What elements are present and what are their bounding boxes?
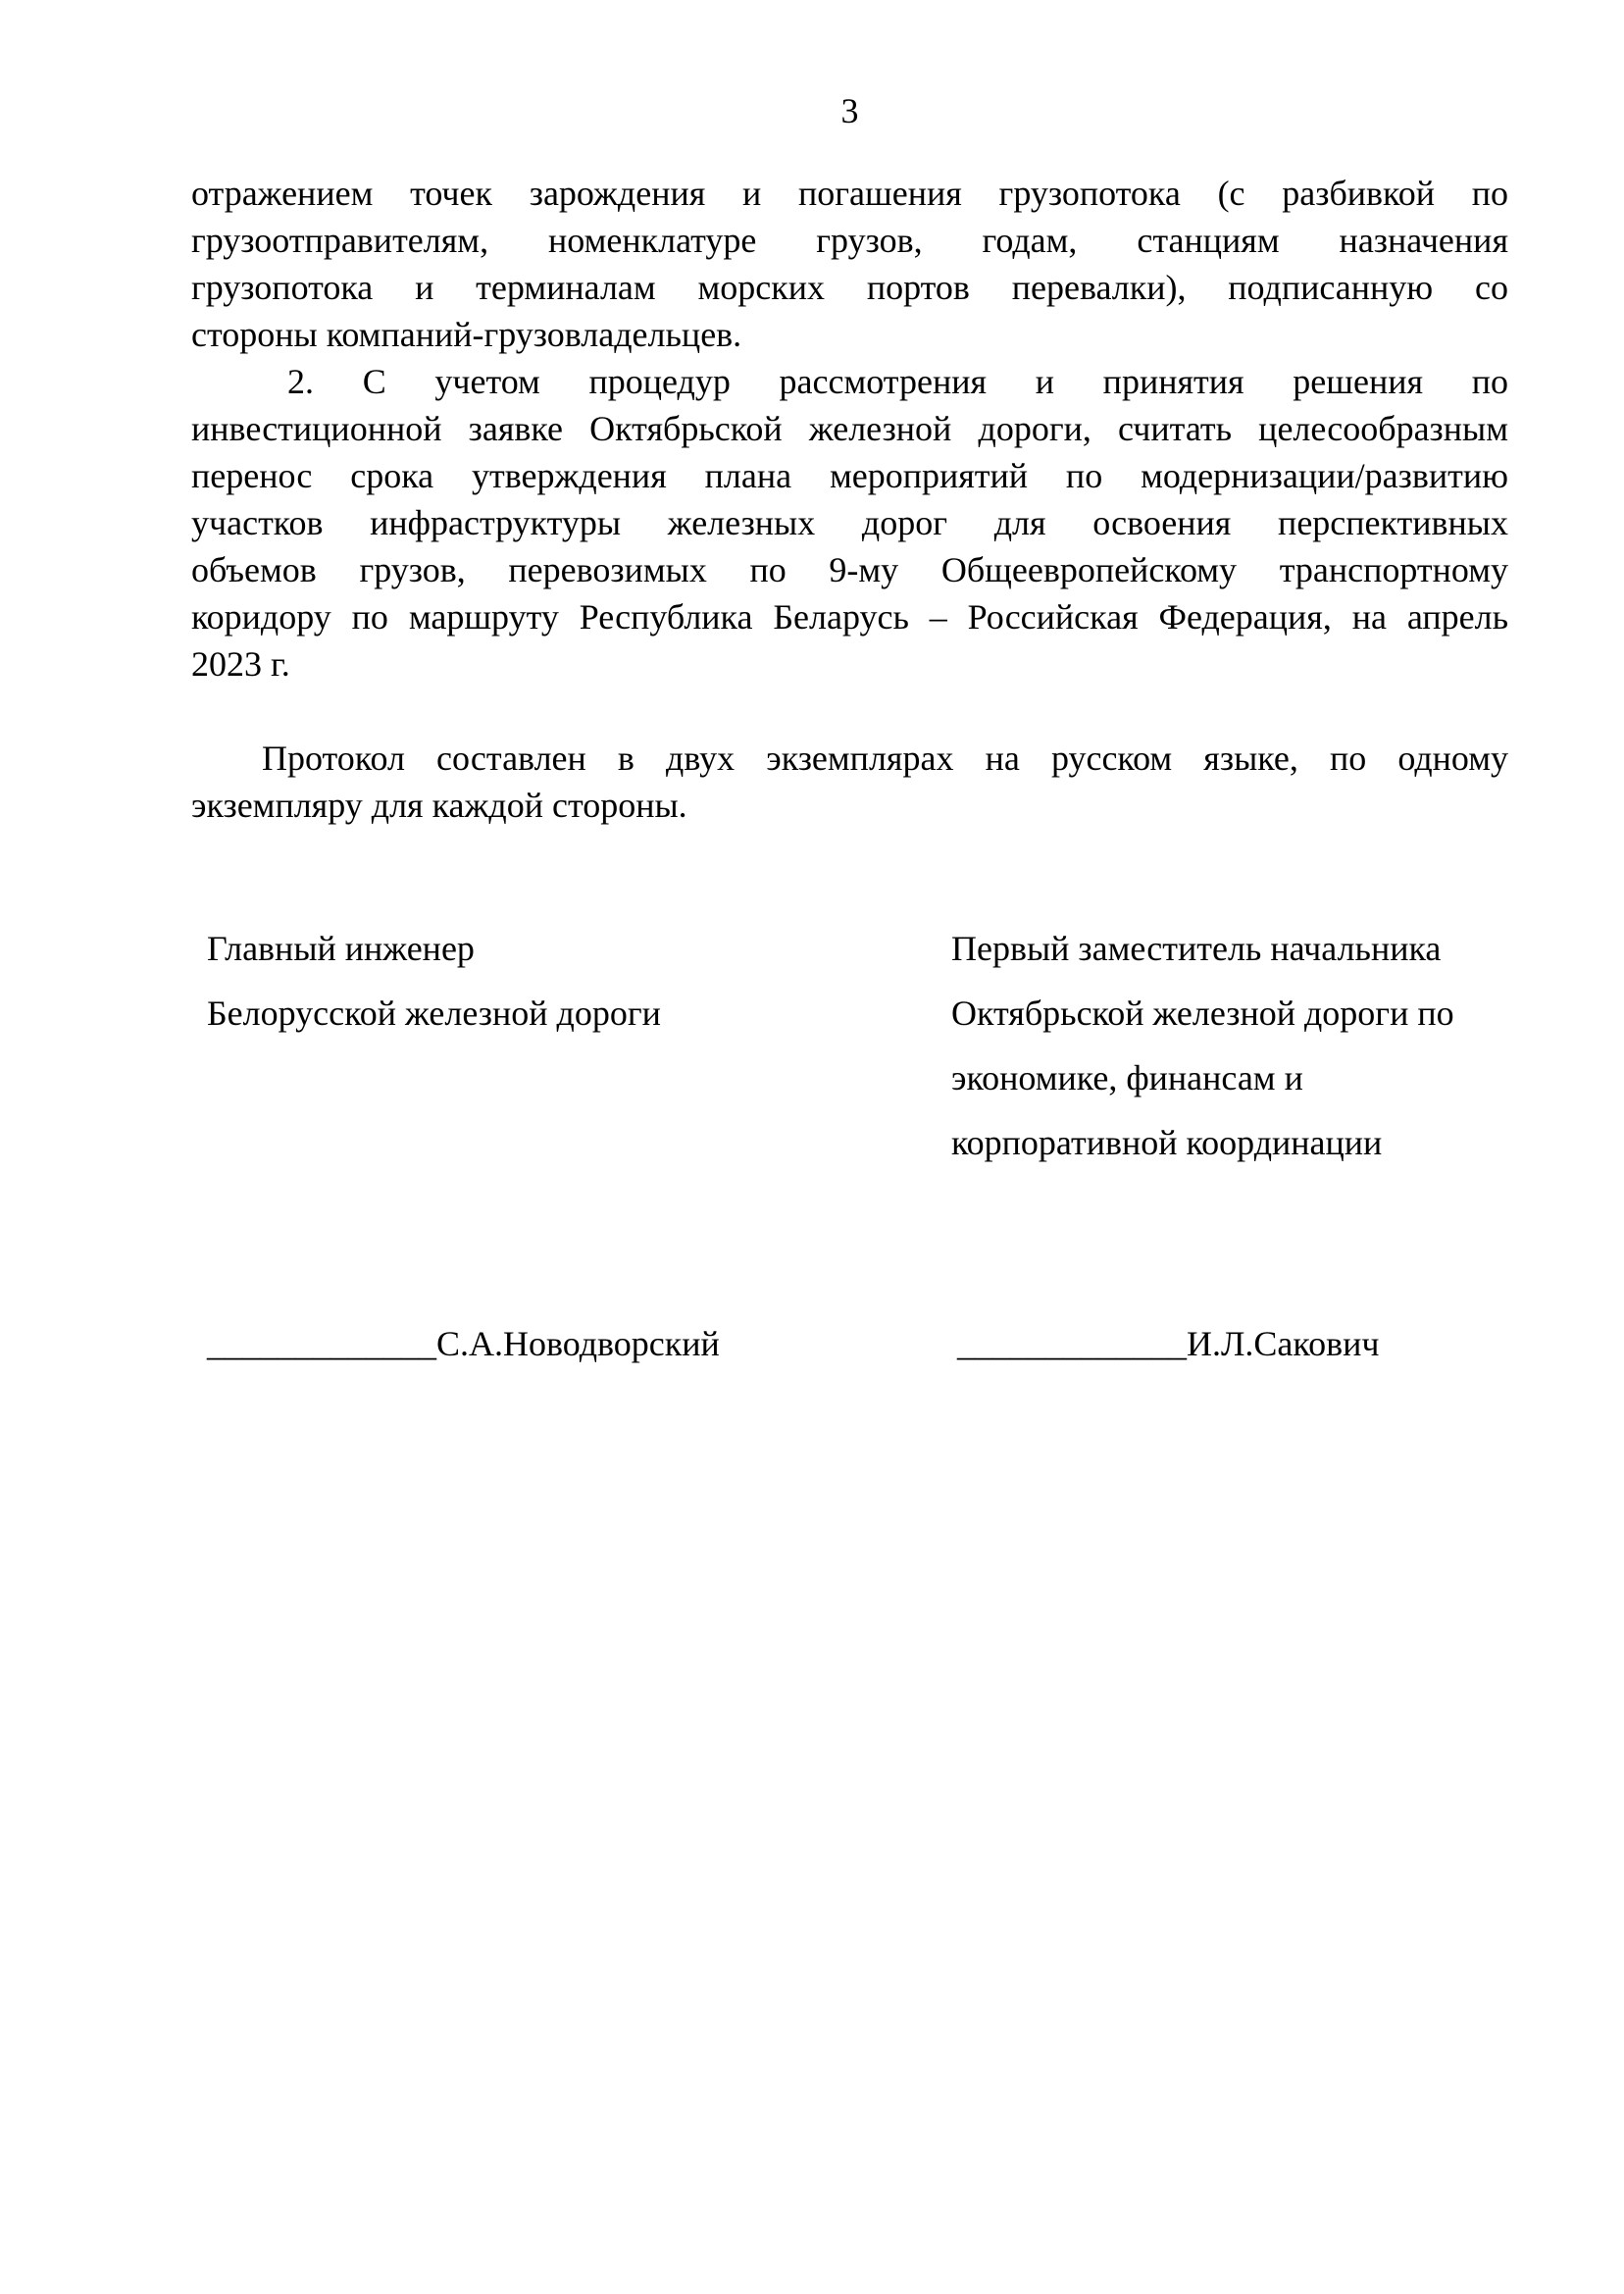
- signatory-left-title-line: Главный инженер: [207, 929, 475, 968]
- text-line: объемов грузов, перевозимых по 9-му Общеевропейскому транспортному: [191, 550, 1508, 589]
- signatory-right-title-line: Первый заместитель начальника: [951, 929, 1442, 968]
- text-line: инвестиционной заявке Октябрьской железной дороги, считать целесообразным: [191, 409, 1508, 448]
- signatory-left-title-line: Белорусской железной дороги: [207, 994, 661, 1033]
- paragraph-2: [191, 358, 1508, 688]
- signatory-right-title-line: Октябрьской железной дороги по: [951, 994, 1454, 1033]
- page-number: 3: [840, 91, 859, 130]
- text-line: перенос срока утверждения плана мероприятий по модернизации/развитию: [191, 456, 1508, 495]
- text-line: грузоотправителям, номенклатуре грузов, годам, станциям назначения: [191, 221, 1508, 260]
- signatory-right-title-line: экономике, финансам и: [951, 1058, 1303, 1097]
- text-line: стороны компаний-грузовладельцев.: [191, 315, 742, 354]
- text-line: коридору по маршруту Республика Беларусь – Российская Федерация, на апрель: [191, 597, 1508, 637]
- document-body: [191, 170, 1508, 829]
- signatory-left-name: С.А.Новодворский: [436, 1324, 720, 1363]
- text-line: грузопотока и терминалам морских портов перевалки), подписанную со: [191, 268, 1508, 307]
- paragraph-1: [191, 170, 1508, 358]
- signature-line-left: _____________: [207, 1324, 436, 1363]
- text-line: участков инфраструктуры железных дорог для освоения перспективных: [191, 503, 1508, 542]
- signatory-right-title: [951, 916, 1520, 1175]
- text-line: отражением точек зарождения и погашения грузопотока (с разбивкой по: [191, 174, 1508, 213]
- text-line: Протокол составлен в двух экземплярах на русском языке, по одному: [262, 739, 1508, 778]
- text-line: 2. С учетом процедур рассмотрения и принятия решения по: [287, 362, 1508, 401]
- signatory-right-title-line: корпоративной координации: [951, 1123, 1383, 1162]
- signature-left: [207, 1320, 720, 1367]
- signatory-left-title: [207, 916, 756, 1045]
- paragraph-3: [191, 735, 1508, 829]
- text-line: экземпляру для каждой стороны.: [191, 786, 687, 825]
- signature-line-right: _____________: [957, 1324, 1187, 1363]
- text-line: 2023 г.: [191, 644, 290, 684]
- signature-right: [957, 1320, 1379, 1367]
- signatory-right-name: И.Л.Сакович: [1187, 1324, 1380, 1363]
